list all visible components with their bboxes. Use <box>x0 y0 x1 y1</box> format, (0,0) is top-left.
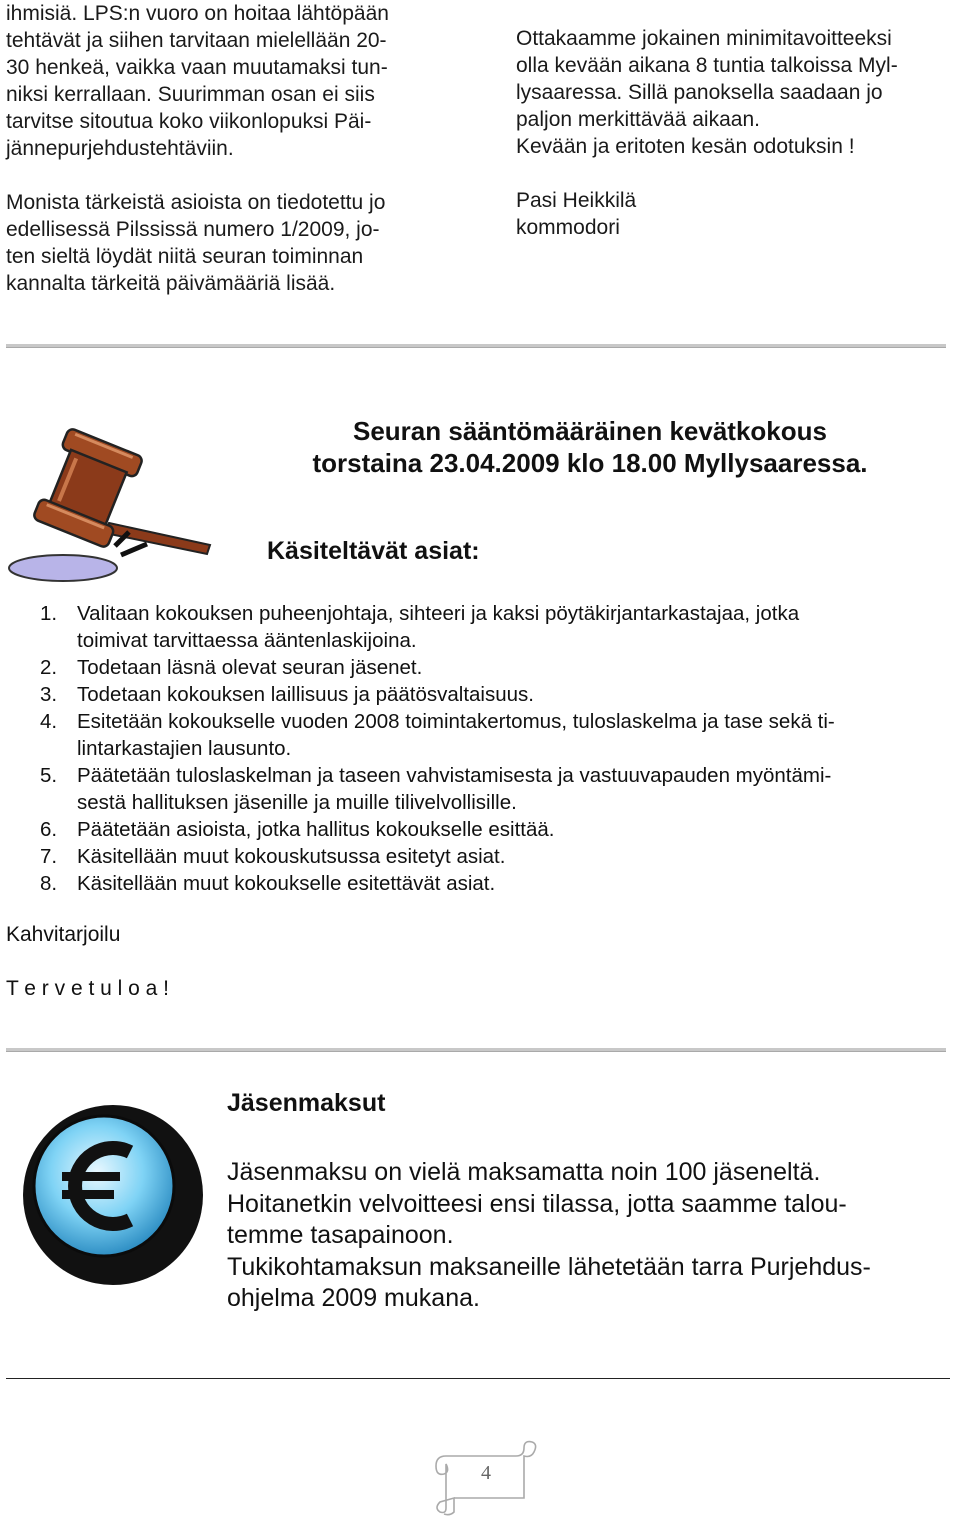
page-number: 4 <box>481 1462 491 1484</box>
agenda-item <box>40 654 940 681</box>
welcome-note: T e r v e t u l o a ! <box>6 977 170 1000</box>
text-line: tehtävät ja siihen tarvitaan mielellään 20- <box>6 29 387 52</box>
left-paragraph-2 <box>6 189 446 297</box>
text-line: Ottakaamme jokainen minimitavoitteeksi <box>516 27 892 50</box>
meeting-title-line: Seuran sääntömääräinen kevätkokous <box>353 416 827 446</box>
section-divider <box>6 1048 946 1052</box>
text-line: niksi kerrallaan. Suurimman osan ei siis <box>6 83 375 106</box>
agenda-text: Esitetään kokoukselle vuoden 2008 toimintakertomus, tuloslaskelma ja tase sekä ti- <box>77 710 835 733</box>
text-line: tarvitse sitoutua koko viikonlopuksi Päi- <box>6 110 372 133</box>
signature <box>516 187 958 241</box>
agenda-number: 6. <box>40 818 58 841</box>
agenda-item <box>40 870 940 897</box>
agenda-item <box>40 600 940 654</box>
meeting-title-line: torstaina 23.04.2009 klo 18.00 Myllysaaressa. <box>312 448 868 478</box>
fees-line: Jäsenmaksu on vielä maksamatta noin 100 jäseneltä. <box>227 1158 821 1186</box>
text-line: Kevään ja eritoten kesän odotuksin ! <box>516 135 855 158</box>
agenda-number: 3. <box>40 683 58 706</box>
right-column <box>516 25 958 241</box>
agenda-text: Päätetään tuloslaskelman ja taseen vahvistamisesta ja vastuuvapauden myöntämi- <box>77 764 832 787</box>
agenda-text: toimivat tarvittaessa ääntenlaskijoina. <box>77 629 417 652</box>
agenda-number: 1. <box>40 602 58 625</box>
agenda-text: Valitaan kokouksen puheenjohtaja, sihteeri ja kaksi pöytäkirjantarkastajaa, jotka <box>77 602 800 625</box>
agenda-text: Todetaan kokouksen laillisuus ja päätösvaltaisuus. <box>77 683 534 706</box>
text-line: jännepurjehdustehtäviin. <box>6 137 234 160</box>
text-line: lysaaressa. Sillä panoksella saadaan jo <box>516 81 883 104</box>
fees-line: ohjelma 2009 mukana. <box>227 1284 480 1312</box>
agenda-number: 7. <box>40 845 58 868</box>
text-line: Monista tärkeistä asioista on tiedotettu jo <box>6 191 386 214</box>
agenda-number: 8. <box>40 872 58 895</box>
agenda-list <box>40 600 940 897</box>
text-line: kannalta tärkeitä päivämääriä lisää. <box>6 272 336 295</box>
text-line: ihmisiä. LPS:n vuoro on hoitaa lähtöpään <box>6 2 389 25</box>
text-line: paljon merkittävää aikaan. <box>516 108 760 131</box>
fees-line: Hoitanetkin velvoitteesi ensi tilassa, jotta saamme talou- <box>227 1189 847 1218</box>
euro-coin-icon <box>18 1100 208 1290</box>
agenda-text: Käsitellään muut kokouskutsussa esitetyt asiat. <box>77 845 506 868</box>
agenda-text: Käsitellään muut kokoukselle esitettävät asiat. <box>77 872 496 895</box>
agenda-text: Päätetään asioista, jotka hallitus kokoukselle esittää. <box>77 818 555 841</box>
left-paragraph-1 <box>6 0 446 162</box>
left-column <box>6 0 446 297</box>
fees-body <box>227 1157 947 1315</box>
text-line: ten sieltä löydät niitä seuran toiminnan <box>6 245 364 268</box>
fees-line: Tukikohtamaksun maksaneille lähetetään tarra Purjehdus- <box>227 1252 871 1281</box>
agenda-item <box>40 816 940 843</box>
fees-line: temme tasapainoon. <box>227 1221 454 1249</box>
text-line: 30 henkeä, vaikka vaan muutamaksi tun- <box>6 56 388 79</box>
agenda-item <box>40 681 940 708</box>
agenda-text: lintarkastajien lausunto. <box>77 737 292 760</box>
section-divider <box>6 344 946 348</box>
coffee-note: Kahvitarjoilu <box>6 923 121 946</box>
agenda-text: sestä hallituksen jäsenille ja muille tilivelvollisille. <box>77 791 517 814</box>
agenda-item <box>40 762 940 816</box>
agenda-heading: Käsiteltävät asiat: <box>267 537 480 565</box>
agenda-item <box>40 843 940 870</box>
gavel-icon <box>5 420 215 585</box>
agenda-number: 4. <box>40 710 58 733</box>
signature-name: Pasi Heikkilä <box>516 189 637 212</box>
footer-divider <box>6 1378 950 1379</box>
agenda-item <box>40 708 940 762</box>
text-line: olla kevään aikana 8 tuntia talkoissa Myl- <box>516 54 898 77</box>
right-paragraph <box>516 25 958 160</box>
text-line: edellisessä Pilssissä numero 1/2009, jo- <box>6 218 380 241</box>
agenda-number: 5. <box>40 764 58 787</box>
fees-heading: Jäsenmaksut <box>227 1089 386 1117</box>
agenda-number: 2. <box>40 656 58 679</box>
meeting-title <box>210 415 960 479</box>
signature-title: kommodori <box>516 216 620 239</box>
agenda-text: Todetaan läsnä olevat seuran jäsenet. <box>77 656 423 679</box>
